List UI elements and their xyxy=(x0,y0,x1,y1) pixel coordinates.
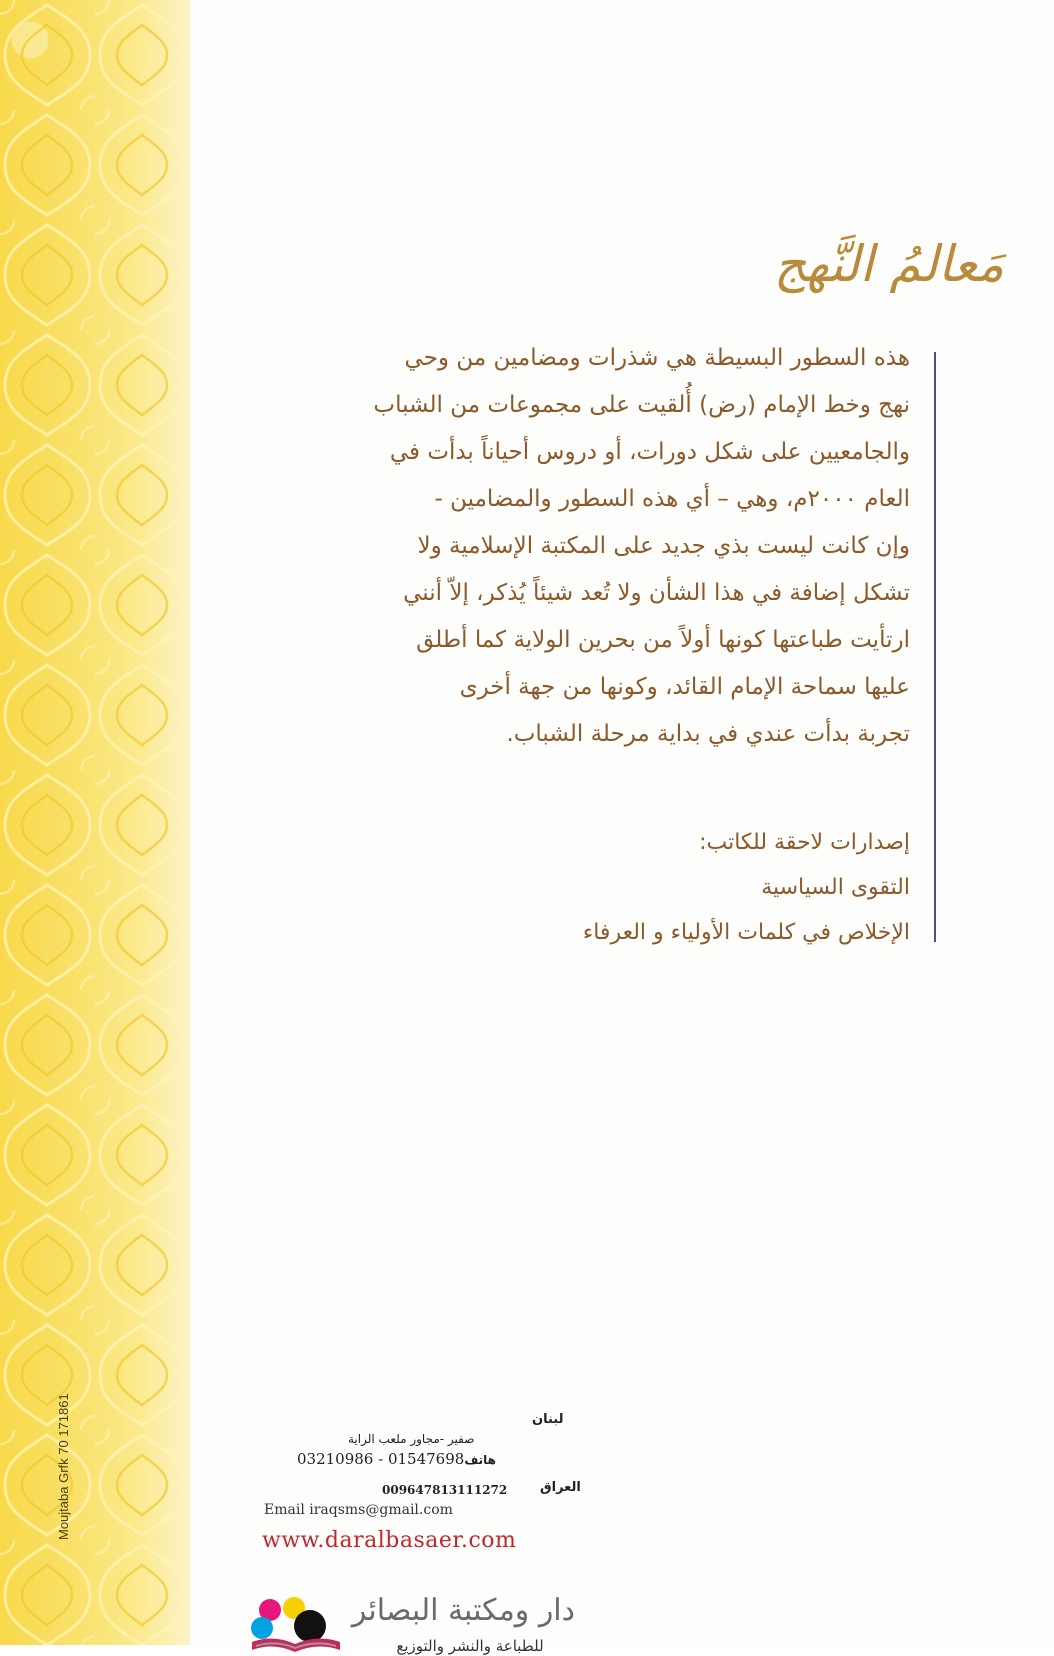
upcoming-publications xyxy=(480,820,910,955)
phone-iraq: 009647813111272 xyxy=(382,1483,508,1497)
publications-heading: إصدارات لاحقة للكاتب: xyxy=(699,830,910,855)
vertical-rule xyxy=(934,352,936,942)
blurb-line: والجامعيين على شكل دورات، أو دروس أحياناً بدأت في xyxy=(389,439,910,465)
blurb-line: عليها سماحة الإمام القائد، وكونها من جهة أخرى xyxy=(459,674,910,700)
blurb xyxy=(330,335,910,758)
website-link[interactable]: www.daralbasaer.com xyxy=(262,1528,517,1553)
publisher-logo-icon xyxy=(248,1596,343,1656)
blurb-line: تشكل إضافة في هذا الشأن ولا تُعد شيئاً يُذكر، إلاّ أنني xyxy=(403,580,910,606)
email-link[interactable]: Email iraqsms@gmail.com xyxy=(264,1502,453,1518)
publication-item: التقوى السياسية xyxy=(761,875,910,900)
publication-item: الإخلاص في كلمات الأولياء و العرفاء xyxy=(582,920,910,945)
phone-numbers: 03210986 - 01547698 xyxy=(297,1450,465,1468)
publisher-subtitle: للطباعة والنشر والتوزيع xyxy=(396,1637,544,1655)
printer-credit: Moujtaba Grfk 70 171861 xyxy=(56,1393,71,1540)
country-lebanon: لبنان xyxy=(532,1412,564,1427)
blurb-line: تجربة بدأت عندي في بداية مرحلة الشباب. xyxy=(506,721,910,747)
phone-label: هاتف xyxy=(464,1453,496,1467)
decorative-strip xyxy=(0,0,190,1645)
blurb-line: وإن كانت ليست بذي جديد على المكتبة الإسلامية ولا xyxy=(417,533,910,559)
phones-lebanon xyxy=(297,1450,496,1468)
country-iraq: العراق xyxy=(540,1480,581,1495)
address-lebanon: صفير -مجاور ملعب الراية xyxy=(348,1432,475,1446)
blurb-line: العام ٢٠٠٠م، وهي – أي هذه السطور والمضامين - xyxy=(434,486,910,512)
publisher-name: دار ومكتبة البصائر xyxy=(351,1593,575,1628)
arabesque-pattern xyxy=(0,0,190,1645)
blurb-line: نهج وخط الإمام (رض) أُلقيت على مجموعات من الشباب xyxy=(373,392,910,418)
blurb-line: ارتأيت طباعتها كونها أولاً من بحرين الولاية كما أطلق xyxy=(416,627,910,653)
blurb-line: هذه السطور البسيطة هي شذرات ومضامين من وحي xyxy=(404,345,910,371)
book-title: مَعالمُ النَّهج xyxy=(773,235,1004,293)
